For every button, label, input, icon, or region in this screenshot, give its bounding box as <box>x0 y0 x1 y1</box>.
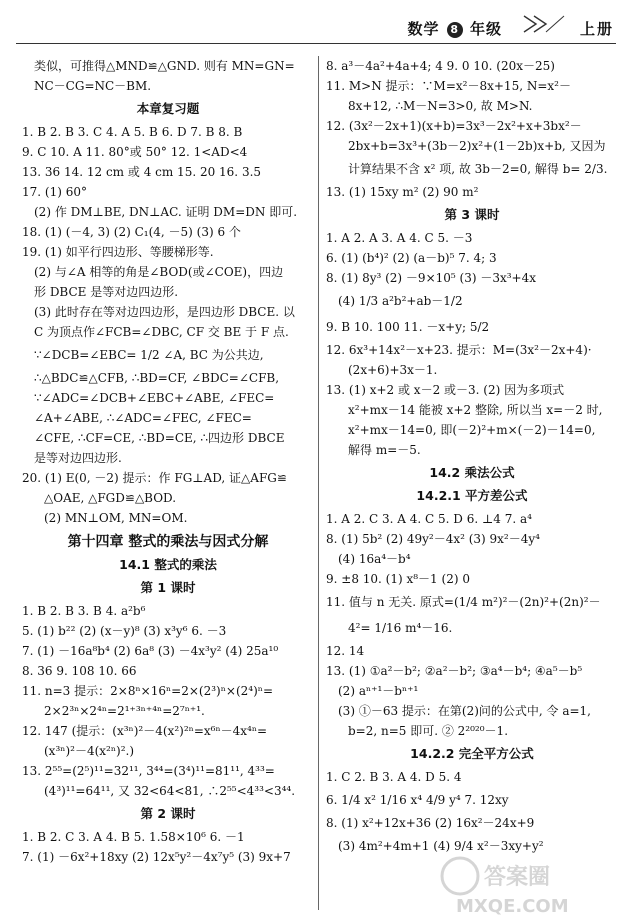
left-section-title: 本章复习题 <box>136 101 200 116</box>
right-answer-line: 13. (1) 15xy m² (2) 90 m² <box>326 185 479 199</box>
left-answer-column <box>22 56 314 867</box>
left-answer-line: ∵∠ADC=∠DCB+∠EBC+∠ABE, ∠FEC= <box>34 391 275 405</box>
right-answer-line: 9. ±8 10. (1) x⁸－1 (2) 0 <box>326 572 470 586</box>
left-answer-line: 7. (1) －6x²+18xy (2) 12x⁵y²－4x⁷y⁵ (3) 9x+7 <box>22 850 291 864</box>
right-answer-line: 1. A 2. C 3. A 4. C 5. D 6. ⊥4 7. a⁴ <box>326 512 532 526</box>
right-section-title: 14.2.2 完全平方公式 <box>410 746 534 761</box>
left-answer-line: 12. 147 (提示：(x³ⁿ)²－4(x²)²ⁿ=x⁶ⁿ－4x⁴ⁿ= <box>22 724 268 738</box>
right-answer-line: 8. (1) 8y³ (2) －9×10⁵ (3) －3x³+4x <box>326 271 536 285</box>
right-answer-line: (4) 16a⁴－b⁴ <box>338 552 411 566</box>
watermark-logo <box>436 852 626 916</box>
right-answer-line: 1. C 2. B 3. A 4. D 5. 4 <box>326 770 462 784</box>
left-chapter-title: 第十四章 整式的乘法与因式分解 <box>67 534 269 550</box>
right-answer-line: 解得 m=－5. <box>348 443 421 457</box>
right-answer-line: x²+mx－14 能被 x+2 整除, 所以当 x=－2 时, <box>348 403 603 417</box>
header-subject: 数学 <box>407 20 440 38</box>
left-answer-line: 13. 2⁵⁵=(2⁵)¹¹=32¹¹, 3⁴⁴=(3⁴)¹¹=81¹¹, 4³³= <box>22 764 275 778</box>
left-answer-line: ∠CFE, ∴CF=CE, ∴BD=CE, ∴四边形 DBCE <box>34 431 285 445</box>
column-divider <box>318 56 319 910</box>
right-answer-line: 1. A 2. A 3. A 4. C 5. －3 <box>326 231 473 245</box>
left-section-title: 第 1 课时 <box>140 580 196 595</box>
left-answer-line: 11. n=3 提示：2×8ⁿ×16ⁿ=2×(2³)ⁿ×(2⁴)ⁿ= <box>22 684 274 698</box>
left-answer-line: 7. (1) －16a⁸b⁴ (2) 6a⁸ (3) －4x³y² (4) 25a¹⁰ <box>22 644 279 658</box>
right-answer-line: 8. (1) x²+12x+36 (2) 16x²－24x+9 <box>326 816 535 830</box>
left-answer-line: 13. 36 14. 12 cm 或 4 cm 15. 20 16. 3.5 <box>22 165 262 179</box>
left-answer-line: 20. (1) E(0, －2) 提示：作 FG⊥AD, 证△AFG≌ <box>22 471 287 485</box>
left-answer-line: 是等对边四边形. <box>34 451 122 465</box>
right-answer-line: 8. a³－4a²+4a+4; 4 9. 0 10. (20x－25) <box>326 59 555 73</box>
left-answer-line: 8. 36 9. 108 10. 66 <box>22 664 137 678</box>
left-answer-line: ∠A+∠ABE, ∴∠ADC=∠FEC, ∠FEC= <box>34 411 252 425</box>
left-answer-line: (x³ⁿ)²－4(x²ⁿ)².) <box>44 744 135 758</box>
right-answer-line: 13. (1) ①a²－b²; ②a²－b²; ③a⁴－b⁴; ④a⁵－b⁵ <box>326 664 583 678</box>
grade-number-badge: 8 <box>447 22 463 38</box>
right-answer-line: 8x+12, ∴M－N=3>0, 故 M>N. <box>348 99 533 113</box>
right-answer-line: x²+mx－14=0, 即(－2)²+m×(－2)－14=0, <box>348 423 596 437</box>
right-answer-line: 13. (1) x+2 或 x－2 或－3. (2) 因为多项式 <box>326 383 565 397</box>
right-section-title: 14.2.1 平方差公式 <box>416 488 528 503</box>
left-answer-line: 1. B 2. B 3. C 4. A 5. B 6. D 7. B 8. B <box>22 125 243 139</box>
right-answer-line: 6. 1/4 x² 1/16 x⁴ 4/9 y⁴ 7. 12xy <box>326 793 509 807</box>
header-subject-grade <box>408 18 503 39</box>
left-answer-line: 1. B 2. B 3. B 4. a²b⁶ <box>22 604 146 618</box>
right-answer-line: 12. 14 <box>326 644 365 658</box>
right-answer-line: 11. M>N 提示：∵M=x²－8x+15, N=x²－ <box>326 79 571 93</box>
left-section-title: 第 2 课时 <box>140 806 196 821</box>
right-answer-line: 8. (1) 5b² (2) 49y²－4x² (3) 9x²－4y⁴ <box>326 532 540 546</box>
svg-text:答案圈: 答案圈 <box>484 865 551 890</box>
right-answer-line: 12. (3x²－2x+1)(x+b)=3x³－2x²+x+3bx²－ <box>326 119 582 133</box>
left-section-title: 14.1 整式的乘法 <box>119 557 217 572</box>
left-answer-line: (2) 作 DM⊥BE, DN⊥AC. 证明 DM=DN 即可. <box>34 205 298 219</box>
right-answer-line: 11. 值与 n 无关. 原式=(1/4 m²)²－(2n)²+(2n)²－ <box>326 595 601 609</box>
right-answer-line: b=2, n=5 即可. ② 2²⁰²⁰－1. <box>348 724 509 738</box>
left-answer-line: 5. (1) b²² (2) (x－y)⁸ (3) x³y⁶ 6. －3 <box>22 624 227 638</box>
left-answer-line: ∴△BDC≌△CFB, ∴BD=CF, ∠BDC=∠CFB, <box>34 371 280 385</box>
left-answer-line: 形 DBCE 是等对边四边形. <box>34 285 179 299</box>
left-answer-line: (3) 此时存在等对边四边形，是四边形 DBCE. 以 <box>34 305 295 319</box>
left-answer-line: 类似，可推得△MND≌△GND. 则有 MN=GN= <box>34 59 295 73</box>
left-answer-line: (2) MN⊥OM, MN=OM. <box>44 511 188 525</box>
right-answer-line: 计算结果不含 x² 项, 故 3b－2=0, 解得 b= 2/3. <box>348 162 608 176</box>
left-answer-line: 1. B 2. C 3. A 4. B 5. 1.58×10⁶ 6. －1 <box>22 830 245 844</box>
left-answer-line: 19. (1) 如平行四边形、等腰梯形等. <box>22 245 214 259</box>
left-answer-line: 18. (1) (－4, 3) (2) C₁(4, －5) (3) 6 个 <box>22 225 241 239</box>
right-answer-column <box>326 56 618 859</box>
left-answer-line: 2×2³ⁿ×2⁴ⁿ=2¹⁺³ⁿ⁺⁴ⁿ=2⁷ⁿ⁺¹. <box>44 704 205 718</box>
right-answer-line: (3) 4m²+4m+1 (4) 9/4 x²－3xy+y² <box>338 839 544 853</box>
page-header <box>0 0 632 46</box>
right-answer-line: 4²= 1/16 m⁴－16. <box>348 621 453 635</box>
svg-text:MXQE.COM: MXQE.COM <box>456 896 569 916</box>
left-answer-line: (4³)¹¹=64¹¹, 又 32<64<81, ∴2⁵⁵<4³³<3⁴⁴. <box>44 784 296 798</box>
left-answer-line: ∵∠DCB=∠EBC= 1/2 ∠A, BC 为公共边, <box>34 348 264 362</box>
left-answer-line: 17. (1) 60° <box>22 185 87 199</box>
right-answer-line: 2bx+b=3x³+(3b－2)x²+(1－2b)x+b, 又因为 <box>348 139 606 153</box>
double-chevron-icon <box>522 14 566 34</box>
right-answer-line: (4) 1/3 a²b²+ab－1/2 <box>338 294 463 308</box>
right-answer-line: 9. B 10. 100 11. －x+y; 5/2 <box>326 320 490 334</box>
header-grade-suffix: 年级 <box>469 20 502 38</box>
left-answer-line: 9. C 10. A 11. 80°或 50° 12. 1<AD<4 <box>22 145 248 159</box>
right-answer-line: (2x+6)+3x－1. <box>348 363 438 377</box>
right-section-title: 第 3 课时 <box>444 207 500 222</box>
right-answer-line: (2) aⁿ⁺¹－bⁿ⁺¹ <box>338 684 419 698</box>
right-answer-line: 6. (1) (b⁴)² (2) (a－b)⁵ 7. 4; 3 <box>326 251 497 265</box>
left-answer-line: NC－CG=NC－BM. <box>34 79 152 93</box>
right-answer-line: (3) ①－63 提示：在第(2)问的公式中, 令 a=1, <box>338 704 591 718</box>
left-answer-line: C 为顶点作∠FCB=∠DBC, CF 交 BE 于 F 点. <box>34 325 289 339</box>
left-answer-line: △OAE, △FGD≌△BOD. <box>44 491 177 505</box>
right-answer-line: 12. 6x³+14x²－x+23. 提示：M=(3x²－2x+4)· <box>326 343 592 357</box>
left-answer-line: (2) 与∠A 相等的角是∠BOD(或∠COE)，四边 <box>34 265 284 279</box>
header-volume: 上册 <box>579 20 614 38</box>
header-rule <box>16 43 616 44</box>
right-section-title: 14.2 乘法公式 <box>429 465 515 480</box>
